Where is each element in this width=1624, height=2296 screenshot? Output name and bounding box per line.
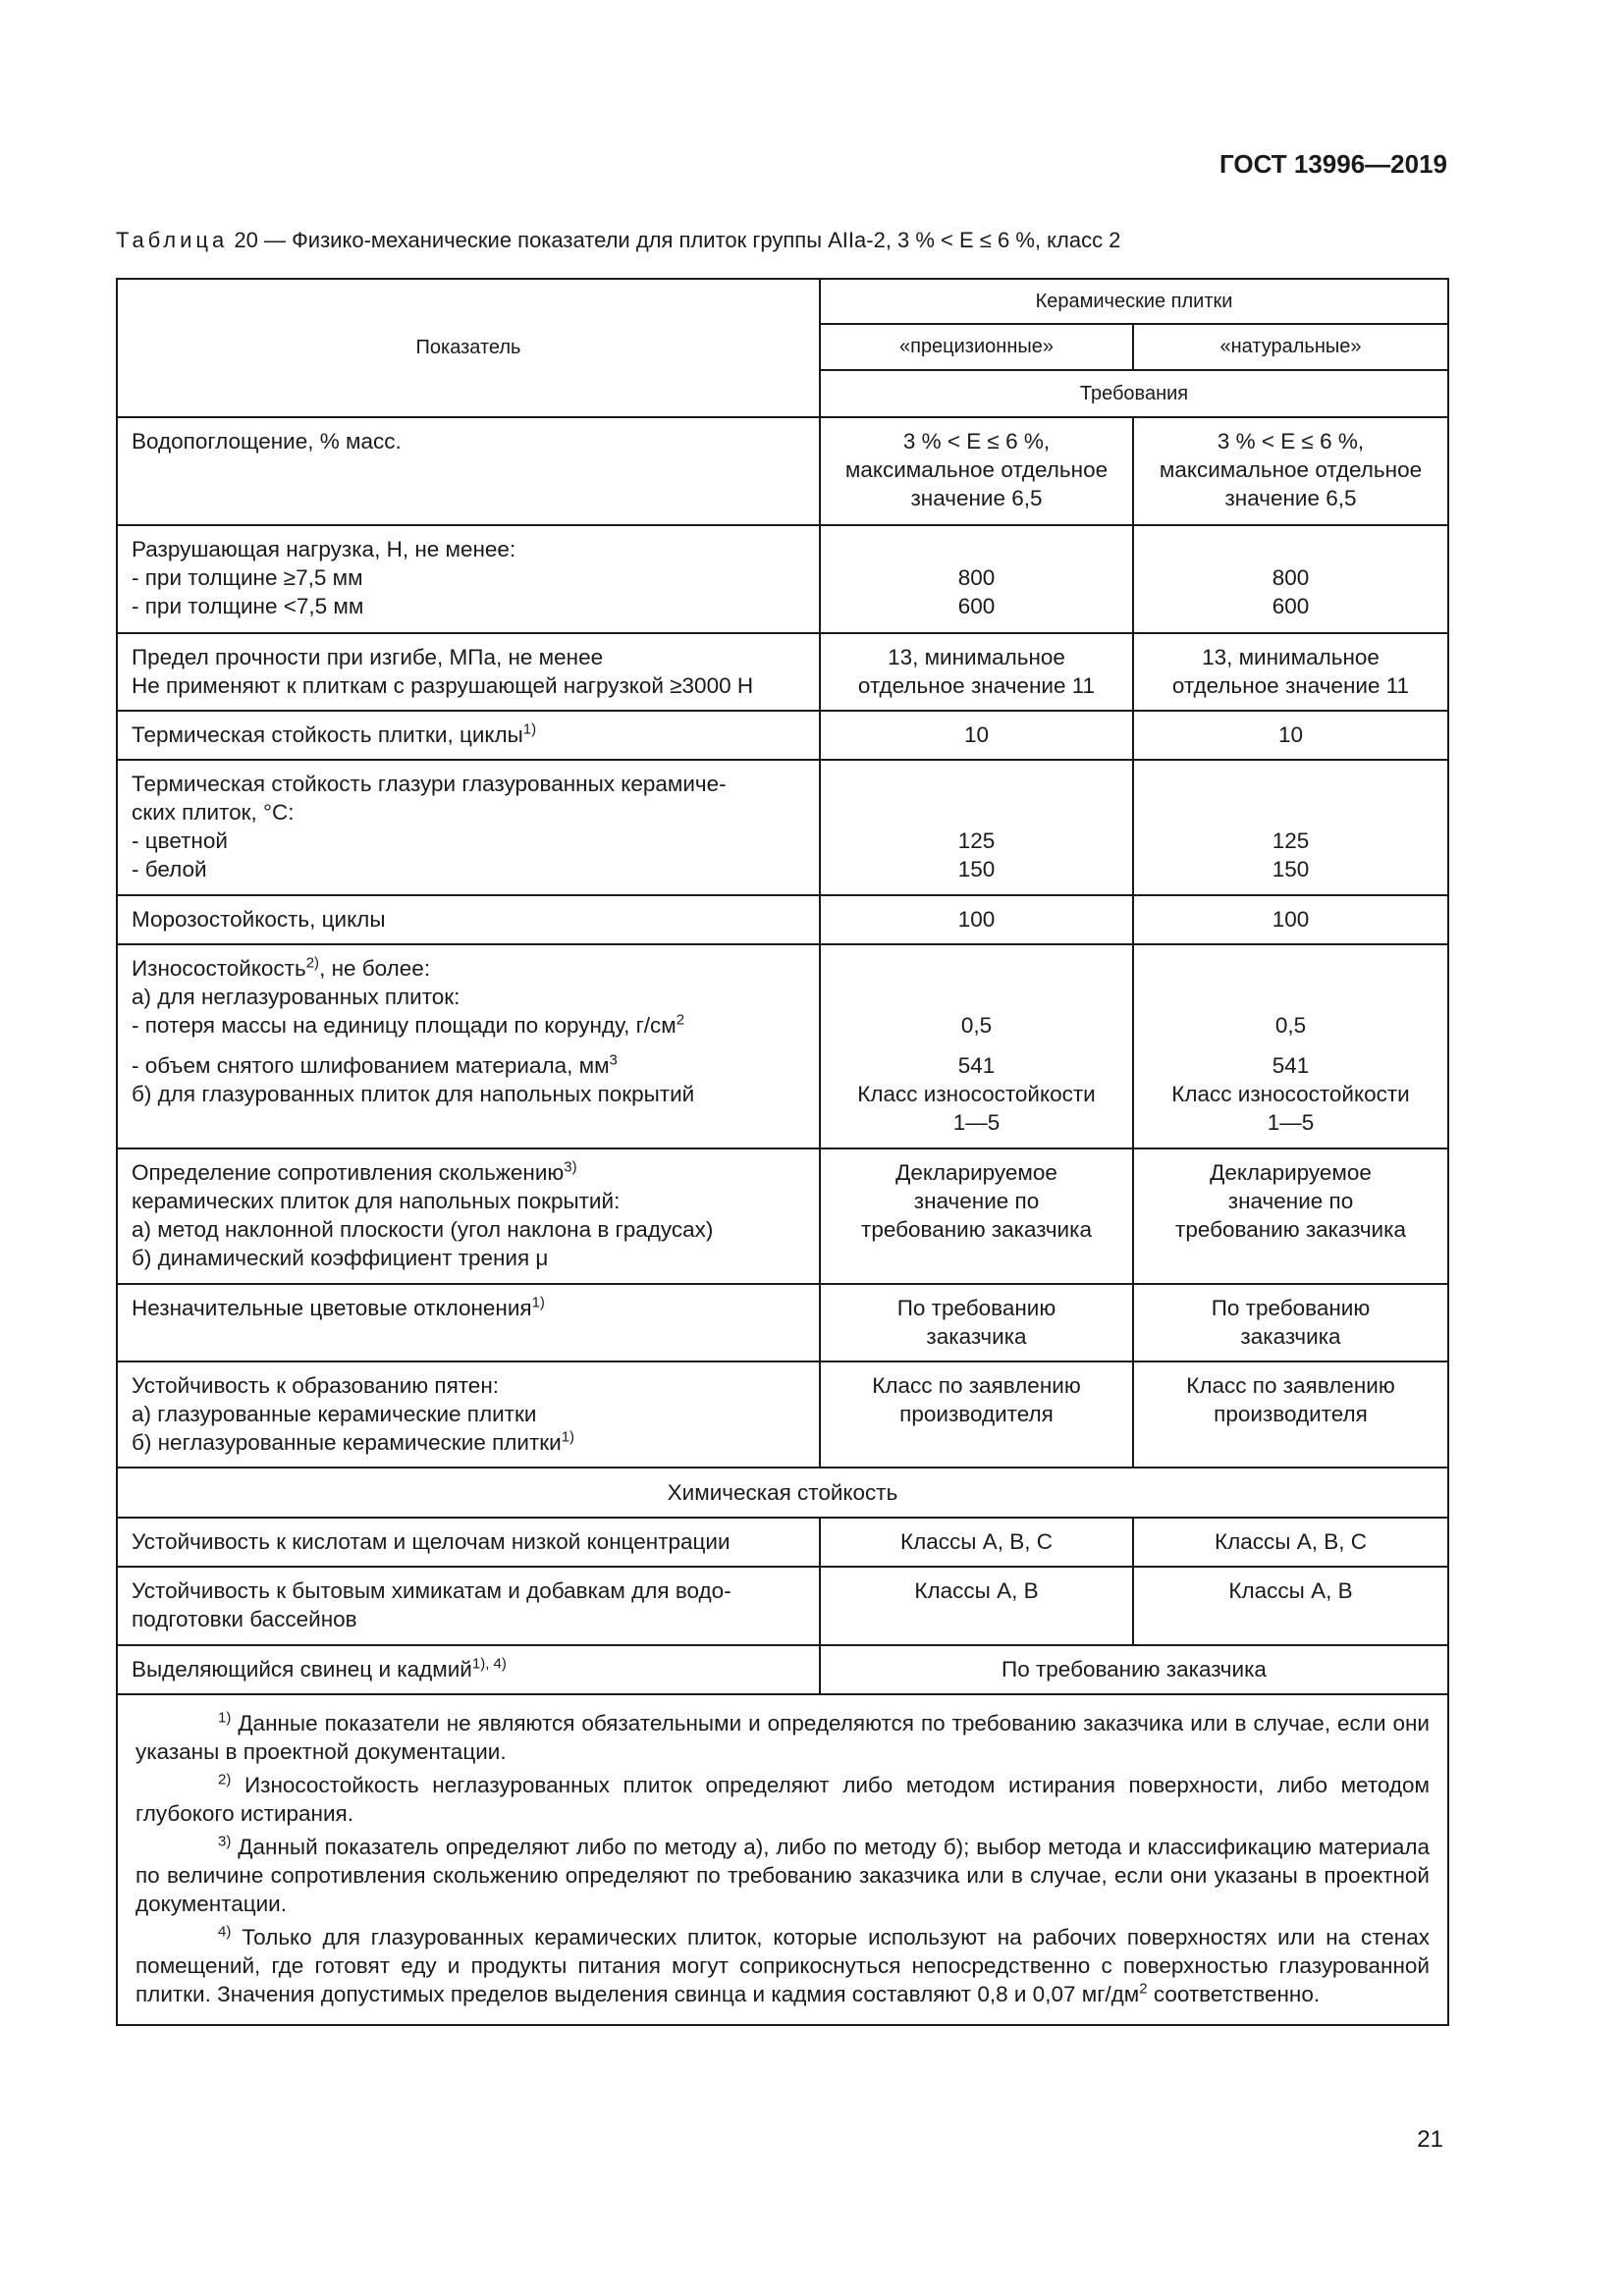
- indicator-text: - объем снятого шлифованием материала, мм: [132, 1053, 610, 1078]
- row-indicator: Морозостойкость, циклы: [117, 895, 820, 944]
- precision-value: [820, 944, 1133, 1148]
- value-line: Класс по заявлению: [1186, 1373, 1395, 1398]
- indicator-line: б) динамический коэффициент трения μ: [132, 1246, 549, 1270]
- table-row: [117, 417, 1448, 525]
- notes-row: [117, 1694, 1448, 2025]
- row-indicator: [117, 760, 820, 895]
- value-line: 13, минимальное: [1202, 645, 1380, 669]
- indicator-text: - потеря массы на единицу площади по корунду, г/см: [132, 1013, 677, 1038]
- value-line: значение по: [913, 1189, 1040, 1213]
- table-row: [117, 711, 1448, 760]
- precision-value: [820, 1362, 1133, 1468]
- value-line: По требованию: [896, 1296, 1056, 1320]
- table-caption-word: Таблица: [116, 228, 229, 252]
- indicator-line: - при толщине ≥7,5 мм: [132, 565, 363, 590]
- footnote-mark: 2): [305, 954, 320, 972]
- requirement-value: По требованию заказчика: [820, 1645, 1448, 1694]
- value-line: 1—5: [952, 1110, 1001, 1135]
- indicator-line: а) для неглазурованных плиток:: [132, 985, 460, 1009]
- precision-value: [820, 633, 1133, 711]
- footnote-mark: 1): [561, 1428, 575, 1446]
- indicator-line: [132, 1011, 813, 1040]
- natural-value: [1133, 1284, 1448, 1362]
- table-row: [117, 1518, 1448, 1567]
- value-line: Декларируемое: [1210, 1160, 1372, 1185]
- table-row: [117, 1362, 1448, 1468]
- footnote-mark: 1), 4): [471, 1655, 507, 1673]
- indicator-line: Устойчивость к образованию пятен:: [132, 1373, 499, 1398]
- table-caption-text: 20 — Физико-механические показатели для плиток группы AIIa-2, 3 % < E ≤ 6 %, класс 2: [228, 228, 1121, 252]
- value-line: 125: [957, 828, 996, 853]
- footnote-text: Износостойкость неглазурованных плиток определяют либо методом истирания поверхности, либо методом глубокого истирания.: [135, 1773, 1430, 1826]
- value-line: значение 6,5: [1224, 486, 1357, 510]
- footnote-mark: 3): [564, 1158, 577, 1176]
- value-line: значение 6,5: [910, 486, 1043, 510]
- natural-value: Классы A, B, C: [1133, 1518, 1448, 1567]
- footnote-mark: 1): [522, 721, 537, 738]
- precision-value: [820, 1284, 1133, 1362]
- footnote-mark: 3): [218, 1833, 232, 1850]
- indicator-line: Предел прочности при изгибе, МПа, не менее: [132, 645, 604, 669]
- indicator-line: [132, 1158, 813, 1187]
- footnote: [135, 1771, 1430, 1828]
- unit-superscript: 2: [676, 1011, 685, 1029]
- value-line: 1—5: [1267, 1110, 1315, 1135]
- indicator-text: б) неглазурованные керамические плитки: [132, 1430, 562, 1455]
- row-indicator: [117, 1284, 820, 1362]
- indicator-line: а) глазурованные керамические плитки: [132, 1402, 537, 1426]
- value-line: 3 % < E ≤ 6 %,: [1217, 429, 1365, 454]
- section-row: [117, 1468, 1448, 1518]
- table-row: [117, 1567, 1448, 1645]
- page-number: 21: [1417, 2126, 1443, 2153]
- natural-value: [1133, 525, 1448, 633]
- properties-table: [116, 278, 1449, 2026]
- indicator-text: Водопоглощение, % масс.: [132, 429, 402, 454]
- indicator-line: [132, 1428, 813, 1457]
- table-row: [117, 760, 1448, 895]
- indicator-line: Не применяют к плиткам с разрушающей нагрузкой ≥3000 Н: [132, 673, 754, 698]
- precision-value: [820, 525, 1133, 633]
- value-line: 0,5: [1274, 1013, 1307, 1038]
- table-row: [117, 1284, 1448, 1362]
- value-line: производителя: [1214, 1402, 1368, 1426]
- value-line: 150: [1272, 857, 1310, 881]
- footnote: [135, 1923, 1430, 2008]
- value-line: заказчика: [1240, 1324, 1341, 1349]
- value-line: требованию заказчика: [861, 1217, 1092, 1242]
- indicator-line: керамических плиток для напольных покрытий:: [132, 1189, 621, 1213]
- natural-value: 100: [1133, 895, 1448, 944]
- indicator-text: Выделяющийся свинец и кадмий: [132, 1657, 472, 1682]
- natural-value: 10: [1133, 711, 1448, 760]
- value-line: По требованию: [1211, 1296, 1371, 1320]
- natural-value: Классы A, B: [1133, 1567, 1448, 1645]
- table-row: [117, 525, 1448, 633]
- indicator-line: б) для глазурованных плиток для напольных покрытий: [132, 1082, 695, 1106]
- precision-value: [820, 1148, 1133, 1284]
- value-line: максимальное отдельное: [844, 457, 1109, 482]
- value-line: отдельное значение 11: [1171, 673, 1410, 698]
- precision-value: Классы A, B, C: [820, 1518, 1133, 1567]
- value-line: 3 % < E ≤ 6 %,: [902, 429, 1051, 454]
- value-line: 0,5: [960, 1013, 993, 1038]
- precision-value: [820, 417, 1133, 525]
- value-line: производителя: [899, 1402, 1054, 1426]
- natural-value: [1133, 760, 1448, 895]
- row-indicator: [117, 1148, 820, 1284]
- table-row: [117, 633, 1448, 711]
- value-line: максимальное отдельное: [1159, 457, 1423, 482]
- indicator-line: Устойчивость к бытовым химикатам и добавкам для водо-: [132, 1578, 731, 1603]
- table-row: [117, 895, 1448, 944]
- table-row: [117, 1148, 1448, 1284]
- header-indicator: Показатель: [117, 279, 820, 417]
- indicator-text: Определение сопротивления скольжению: [132, 1160, 565, 1185]
- footnote-text: Данный показатель определяют либо по методу а), либо по методу б); выбор метода и классификацию материала по величине сопротивления скольжению определяют по требованию заказчика или в случае, если они указаны в проектной документации.: [135, 1835, 1430, 1916]
- row-indicator: [117, 1645, 820, 1694]
- natural-value: [1133, 1362, 1448, 1468]
- indicator-line: - при толщине <7,5 мм: [132, 594, 364, 618]
- unit-superscript: 2: [1139, 1980, 1148, 1998]
- precision-value: [820, 760, 1133, 895]
- value-line: 800: [1272, 565, 1310, 590]
- footnote-mark: 2): [218, 1771, 232, 1789]
- footnote-mark: 1): [531, 1294, 545, 1311]
- document-header: ГОСТ 13996—2019: [1219, 149, 1447, 179]
- row-indicator: [117, 525, 820, 633]
- footnote-text: Данные показатели не являются обязательными и определяются по требованию заказчика или в случае, если они указаны в проектной документации.: [135, 1711, 1430, 1764]
- indicator-text: , не более:: [319, 956, 431, 981]
- unit-superscript: 3: [609, 1051, 618, 1069]
- indicator-line: Термическая стойкость глазури глазурованных керамиче-: [132, 772, 727, 796]
- footnote: [135, 1833, 1430, 1918]
- table-row: [117, 1645, 1448, 1694]
- value-line: требованию заказчика: [1175, 1217, 1406, 1242]
- footnote-mark: 4): [218, 1923, 232, 1941]
- table-caption: [116, 228, 1120, 253]
- header-requirements: Требования: [820, 370, 1448, 417]
- value-line: Декларируемое: [895, 1160, 1057, 1185]
- value-line: заказчика: [926, 1324, 1027, 1349]
- footnote: [135, 1709, 1430, 1766]
- row-indicator: [117, 1362, 820, 1468]
- value-line: значение по: [1227, 1189, 1354, 1213]
- footnote-text: Только для глазурованных керамических плиток, которые используют на рабочих поверхностях или на стенах помещений, где готовят еду и продукты питания могут соприкоснуться непосредственно с поверхностью глазурованной плитки. Значения допустимых пределов выделения свинца и кадмия составляют 0,8 и 0,07 мг/дм: [135, 1925, 1430, 2006]
- indicator-line: [132, 1051, 813, 1080]
- row-indicator: [117, 633, 820, 711]
- header-precision: «прецизионные»: [820, 324, 1133, 370]
- natural-value: [1133, 417, 1448, 525]
- natural-value: [1133, 1148, 1448, 1284]
- precision-value: 10: [820, 711, 1133, 760]
- table-notes: [117, 1694, 1448, 2025]
- value-line: Класс по заявлению: [872, 1373, 1081, 1398]
- value-line: 125: [1272, 828, 1310, 853]
- value-line: Класс износостойкости: [1171, 1082, 1410, 1106]
- natural-value: [1133, 944, 1448, 1148]
- row-indicator: [117, 711, 820, 760]
- indicator-line: подготовки бассейнов: [132, 1607, 357, 1631]
- indicator-line: а) метод наклонной плоскости (угол наклона в градусах): [132, 1217, 714, 1242]
- header-ceramic-tiles: Керамические плитки: [820, 279, 1448, 324]
- row-indicator: [117, 417, 820, 525]
- value-line: 13, минимальное: [888, 645, 1065, 669]
- indicator-line: - белой: [132, 857, 207, 881]
- footnote-mark: 1): [218, 1709, 232, 1727]
- value-line: 800: [957, 565, 996, 590]
- precision-value: 100: [820, 895, 1133, 944]
- indicator-line: ских плиток, °С:: [132, 800, 295, 825]
- indicator-text: Незначительные цветовые отклонения: [132, 1296, 532, 1320]
- indicator-text: Термическая стойкость плитки, циклы: [132, 722, 523, 747]
- row-indicator: [117, 1567, 820, 1645]
- row-indicator: Устойчивость к кислотам и щелочам низкой концентрации: [117, 1518, 820, 1567]
- header-natural: «натуральные»: [1133, 324, 1448, 370]
- value-line: 600: [1272, 594, 1310, 618]
- value-line: 150: [957, 857, 996, 881]
- natural-value: [1133, 633, 1448, 711]
- value-line: отдельное значение 11: [857, 673, 1096, 698]
- section-heading-chemical: Химическая стойкость: [117, 1468, 1448, 1518]
- value-line: 541: [957, 1053, 996, 1078]
- indicator-line: Разрушающая нагрузка, Н, не менее:: [132, 537, 516, 561]
- precision-value: Классы A, B: [820, 1567, 1133, 1645]
- value-line: 541: [1272, 1053, 1310, 1078]
- row-indicator: [117, 944, 820, 1148]
- indicator-text: Износостойкость: [132, 956, 306, 981]
- footnote-text: соответственно.: [1147, 1982, 1321, 2006]
- indicator-line: - цветной: [132, 828, 228, 853]
- value-line: Класс износостойкости: [857, 1082, 1096, 1106]
- value-line: 600: [957, 594, 996, 618]
- indicator-line: [132, 954, 813, 983]
- table-row: [117, 944, 1448, 1148]
